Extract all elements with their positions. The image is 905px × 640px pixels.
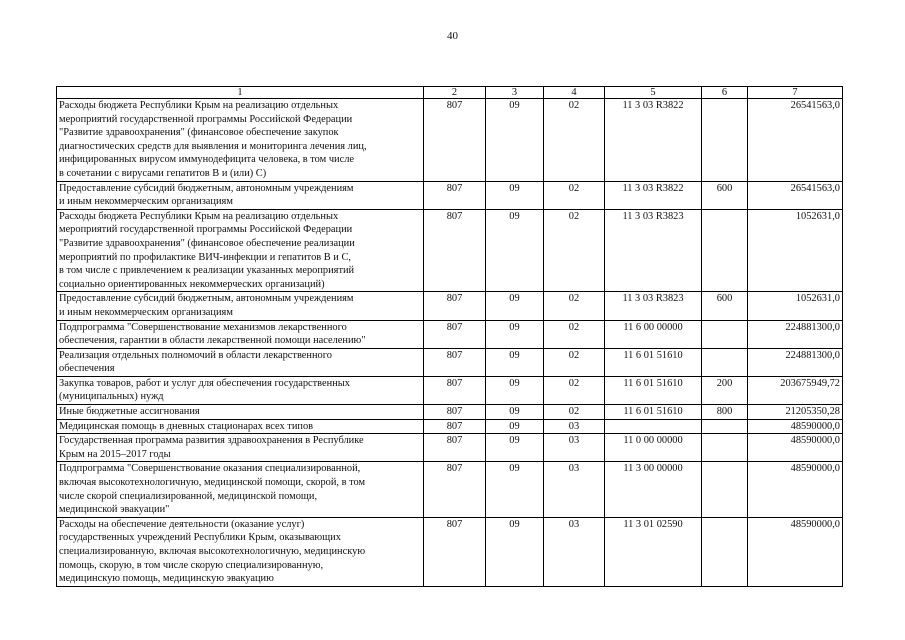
expense-type-cell: [702, 209, 748, 292]
budget-code-cell: 807: [424, 209, 486, 292]
item-name-line: в том числе с привлечением к реализации указанных мероприятий: [59, 265, 355, 277]
item-name-line: Медицинская помощь в дневных стационарах всех типов: [59, 420, 314, 432]
expense-type-cell: [702, 517, 748, 586]
expense-type-cell: [702, 99, 748, 182]
amount-cell: 21205350,28: [748, 405, 843, 420]
item-name-cell: [57, 99, 424, 182]
item-name-line: числе скорой специализированной, медицинской помощи,: [59, 490, 318, 502]
item-name-line: Расходы на обеспечение деятельности (оказание услуг): [59, 518, 305, 530]
expense-type-cell: [702, 348, 748, 376]
item-name-line: "Развитие здравоохранения" (финансовое обеспечение закупок: [59, 127, 339, 139]
item-name-cell: [57, 292, 424, 320]
item-name-line: в сочетании с вирусами гепатитов В и (или) С): [59, 167, 267, 179]
section-code-cell: 09: [486, 320, 544, 348]
item-name-line: мероприятий государственной программы Российской Федерации: [59, 224, 353, 236]
target-article-cell: 11 6 00 00000: [605, 320, 702, 348]
table-header-row: [57, 87, 843, 99]
item-name-line: и иным некоммерческим организациям: [59, 306, 233, 318]
amount-cell: 48590000,0: [748, 419, 843, 434]
item-name-line: специализированную, включая высокотехнологичную, медицинскую: [59, 546, 366, 557]
item-name-line: Реализация отдельных полномочий в области лекарственного: [59, 349, 332, 361]
column-header: 4: [544, 87, 605, 99]
column-header: 5: [605, 87, 702, 99]
amount-cell: 26541563,0: [748, 99, 843, 182]
section-code-cell: 09: [486, 376, 544, 404]
budget-table: [56, 86, 843, 587]
item-name-line: мероприятий государственной программы Российской Федерации: [59, 113, 353, 125]
item-name-line: включая высокотехнологичную, медицинской помощи, скорой, в том: [59, 477, 366, 489]
amount-cell: 1052631,0: [748, 209, 843, 292]
section-code-cell: 09: [486, 181, 544, 209]
item-name-line: (муниципальных) нужд: [59, 391, 164, 403]
table-row: [57, 181, 843, 209]
section-code-cell: 09: [486, 517, 544, 586]
item-name-line: социально ориентированных некоммерческих организаций): [59, 278, 325, 290]
item-name-cell: [57, 405, 424, 420]
expense-type-cell: 200: [702, 376, 748, 404]
table-row: [57, 462, 843, 517]
budget-code-cell: 807: [424, 434, 486, 462]
item-name-line: инфицированных вирусом иммунодефицита человека, в том числе: [59, 154, 355, 166]
item-name-line: Иные бюджетные ассигнования: [59, 406, 200, 418]
section-code-cell: 09: [486, 434, 544, 462]
expense-type-cell: [702, 462, 748, 517]
target-article-cell: 11 6 01 51610: [605, 376, 702, 404]
subsection-code-cell: 02: [544, 292, 605, 320]
section-code-cell: 09: [486, 405, 544, 420]
table-row: [57, 434, 843, 462]
subsection-code-cell: 03: [544, 434, 605, 462]
subsection-code-cell: 02: [544, 320, 605, 348]
budget-code-cell: 807: [424, 405, 486, 420]
target-article-cell: 11 3 03 R3823: [605, 292, 702, 320]
item-name-line: Подпрограмма "Совершенствование оказания специализированной,: [59, 463, 361, 475]
column-header: 1: [57, 87, 424, 99]
column-header: 7: [748, 87, 843, 99]
table-row: [57, 405, 843, 420]
target-article-cell: [605, 419, 702, 434]
table-row: [57, 517, 843, 586]
item-name-cell: [57, 348, 424, 376]
table-row: [57, 292, 843, 320]
item-name-line: "Развитие здравоохранения" (финансовое обеспечение реализации: [59, 237, 355, 249]
target-article-cell: 11 3 00 00000: [605, 462, 702, 517]
item-name-line: помощь, скорую, в том числе скорую специализированную,: [59, 559, 324, 571]
section-code-cell: 09: [486, 209, 544, 292]
amount-cell: 224881300,0: [748, 348, 843, 376]
budget-code-cell: 807: [424, 462, 486, 517]
item-name-line: Государственная программа развития здравоохранения в Республике: [59, 435, 364, 447]
amount-cell: 26541563,0: [748, 181, 843, 209]
target-article-cell: 11 0 00 00000: [605, 434, 702, 462]
subsection-code-cell: 03: [544, 517, 605, 586]
item-name-line: обеспечения: [59, 363, 115, 375]
amount-cell: 48590000,0: [748, 462, 843, 517]
budget-code-cell: 807: [424, 181, 486, 209]
column-header: 6: [702, 87, 748, 99]
table-row: [57, 376, 843, 404]
item-name-cell: [57, 462, 424, 517]
column-header: 3: [486, 87, 544, 99]
table-row: [57, 99, 843, 182]
table-row: [57, 348, 843, 376]
item-name-cell: [57, 517, 424, 586]
subsection-code-cell: 03: [544, 462, 605, 517]
budget-code-cell: 807: [424, 292, 486, 320]
table-row: [57, 320, 843, 348]
amount-cell: 203675949,72: [748, 376, 843, 404]
section-code-cell: 09: [486, 99, 544, 182]
budget-code-cell: 807: [424, 517, 486, 586]
section-code-cell: 09: [486, 348, 544, 376]
item-name-line: мероприятий по профилактике ВИЧ-инфекции и гепатитов В и С,: [59, 251, 351, 263]
amount-cell: 48590000,0: [748, 517, 843, 586]
item-name-line: диагностических средств для выявления и мониторинга лечения лиц,: [59, 140, 367, 152]
item-name-line: медицинской эвакуации": [59, 504, 170, 516]
amount-cell: 48590000,0: [748, 434, 843, 462]
expense-type-cell: [702, 419, 748, 434]
section-code-cell: 09: [486, 419, 544, 434]
budget-code-cell: 807: [424, 348, 486, 376]
table-row: [57, 419, 843, 434]
table-row: [57, 209, 843, 292]
item-name-line: Расходы бюджета Республики Крым на реализацию отдельных: [59, 210, 339, 222]
amount-cell: 224881300,0: [748, 320, 843, 348]
budget-code-cell: 807: [424, 99, 486, 182]
expense-type-cell: 600: [702, 181, 748, 209]
item-name-line: и иным некоммерческим организациям: [59, 196, 233, 208]
item-name-line: медицинскую помощь, медицинскую эвакуацию: [59, 573, 274, 585]
item-name-line: Подпрограмма "Совершенствование механизмов лекарственного: [59, 321, 347, 333]
item-name-line: Расходы бюджета Республики Крым на реализацию отдельных: [59, 100, 339, 111]
item-name-cell: [57, 376, 424, 404]
subsection-code-cell: 02: [544, 209, 605, 292]
item-name-cell: [57, 434, 424, 462]
amount-cell: 1052631,0: [748, 292, 843, 320]
budget-code-cell: 807: [424, 320, 486, 348]
expense-type-cell: [702, 320, 748, 348]
item-name-cell: [57, 320, 424, 348]
target-article-cell: 11 3 03 R3822: [605, 181, 702, 209]
column-header: 2: [424, 87, 486, 99]
page-number: 40: [447, 30, 458, 42]
target-article-cell: 11 3 03 R3822: [605, 99, 702, 182]
budget-code-cell: 807: [424, 376, 486, 404]
expense-type-cell: 600: [702, 292, 748, 320]
budget-code-cell: 807: [424, 419, 486, 434]
item-name-cell: [57, 181, 424, 209]
item-name-cell: [57, 209, 424, 292]
item-name-line: Предоставление субсидий бюджетным, автономным учреждениям: [59, 182, 354, 194]
subsection-code-cell: 02: [544, 99, 605, 182]
target-article-cell: 11 6 01 51610: [605, 348, 702, 376]
target-article-cell: 11 6 01 51610: [605, 405, 702, 420]
subsection-code-cell: 02: [544, 348, 605, 376]
subsection-code-cell: 02: [544, 376, 605, 404]
subsection-code-cell: 02: [544, 405, 605, 420]
section-code-cell: 09: [486, 462, 544, 517]
target-article-cell: 11 3 01 02590: [605, 517, 702, 586]
section-code-cell: 09: [486, 292, 544, 320]
item-name-line: Закупка товаров, работ и услуг для обеспечения государственных: [59, 377, 350, 389]
subsection-code-cell: 02: [544, 181, 605, 209]
target-article-cell: 11 3 03 R3823: [605, 209, 702, 292]
item-name-cell: [57, 419, 424, 434]
item-name-line: обеспечения, гарантии в области лекарственной помощи населению": [59, 335, 366, 347]
item-name-line: Предоставление субсидий бюджетным, автономным учреждениям: [59, 293, 354, 305]
item-name-line: государственных учреждений Республики Крым, оказывающих: [59, 532, 341, 544]
subsection-code-cell: 03: [544, 419, 605, 434]
expense-type-cell: 800: [702, 405, 748, 420]
item-name-line: Крым на 2015–2017 годы: [59, 448, 171, 460]
expense-type-cell: [702, 434, 748, 462]
